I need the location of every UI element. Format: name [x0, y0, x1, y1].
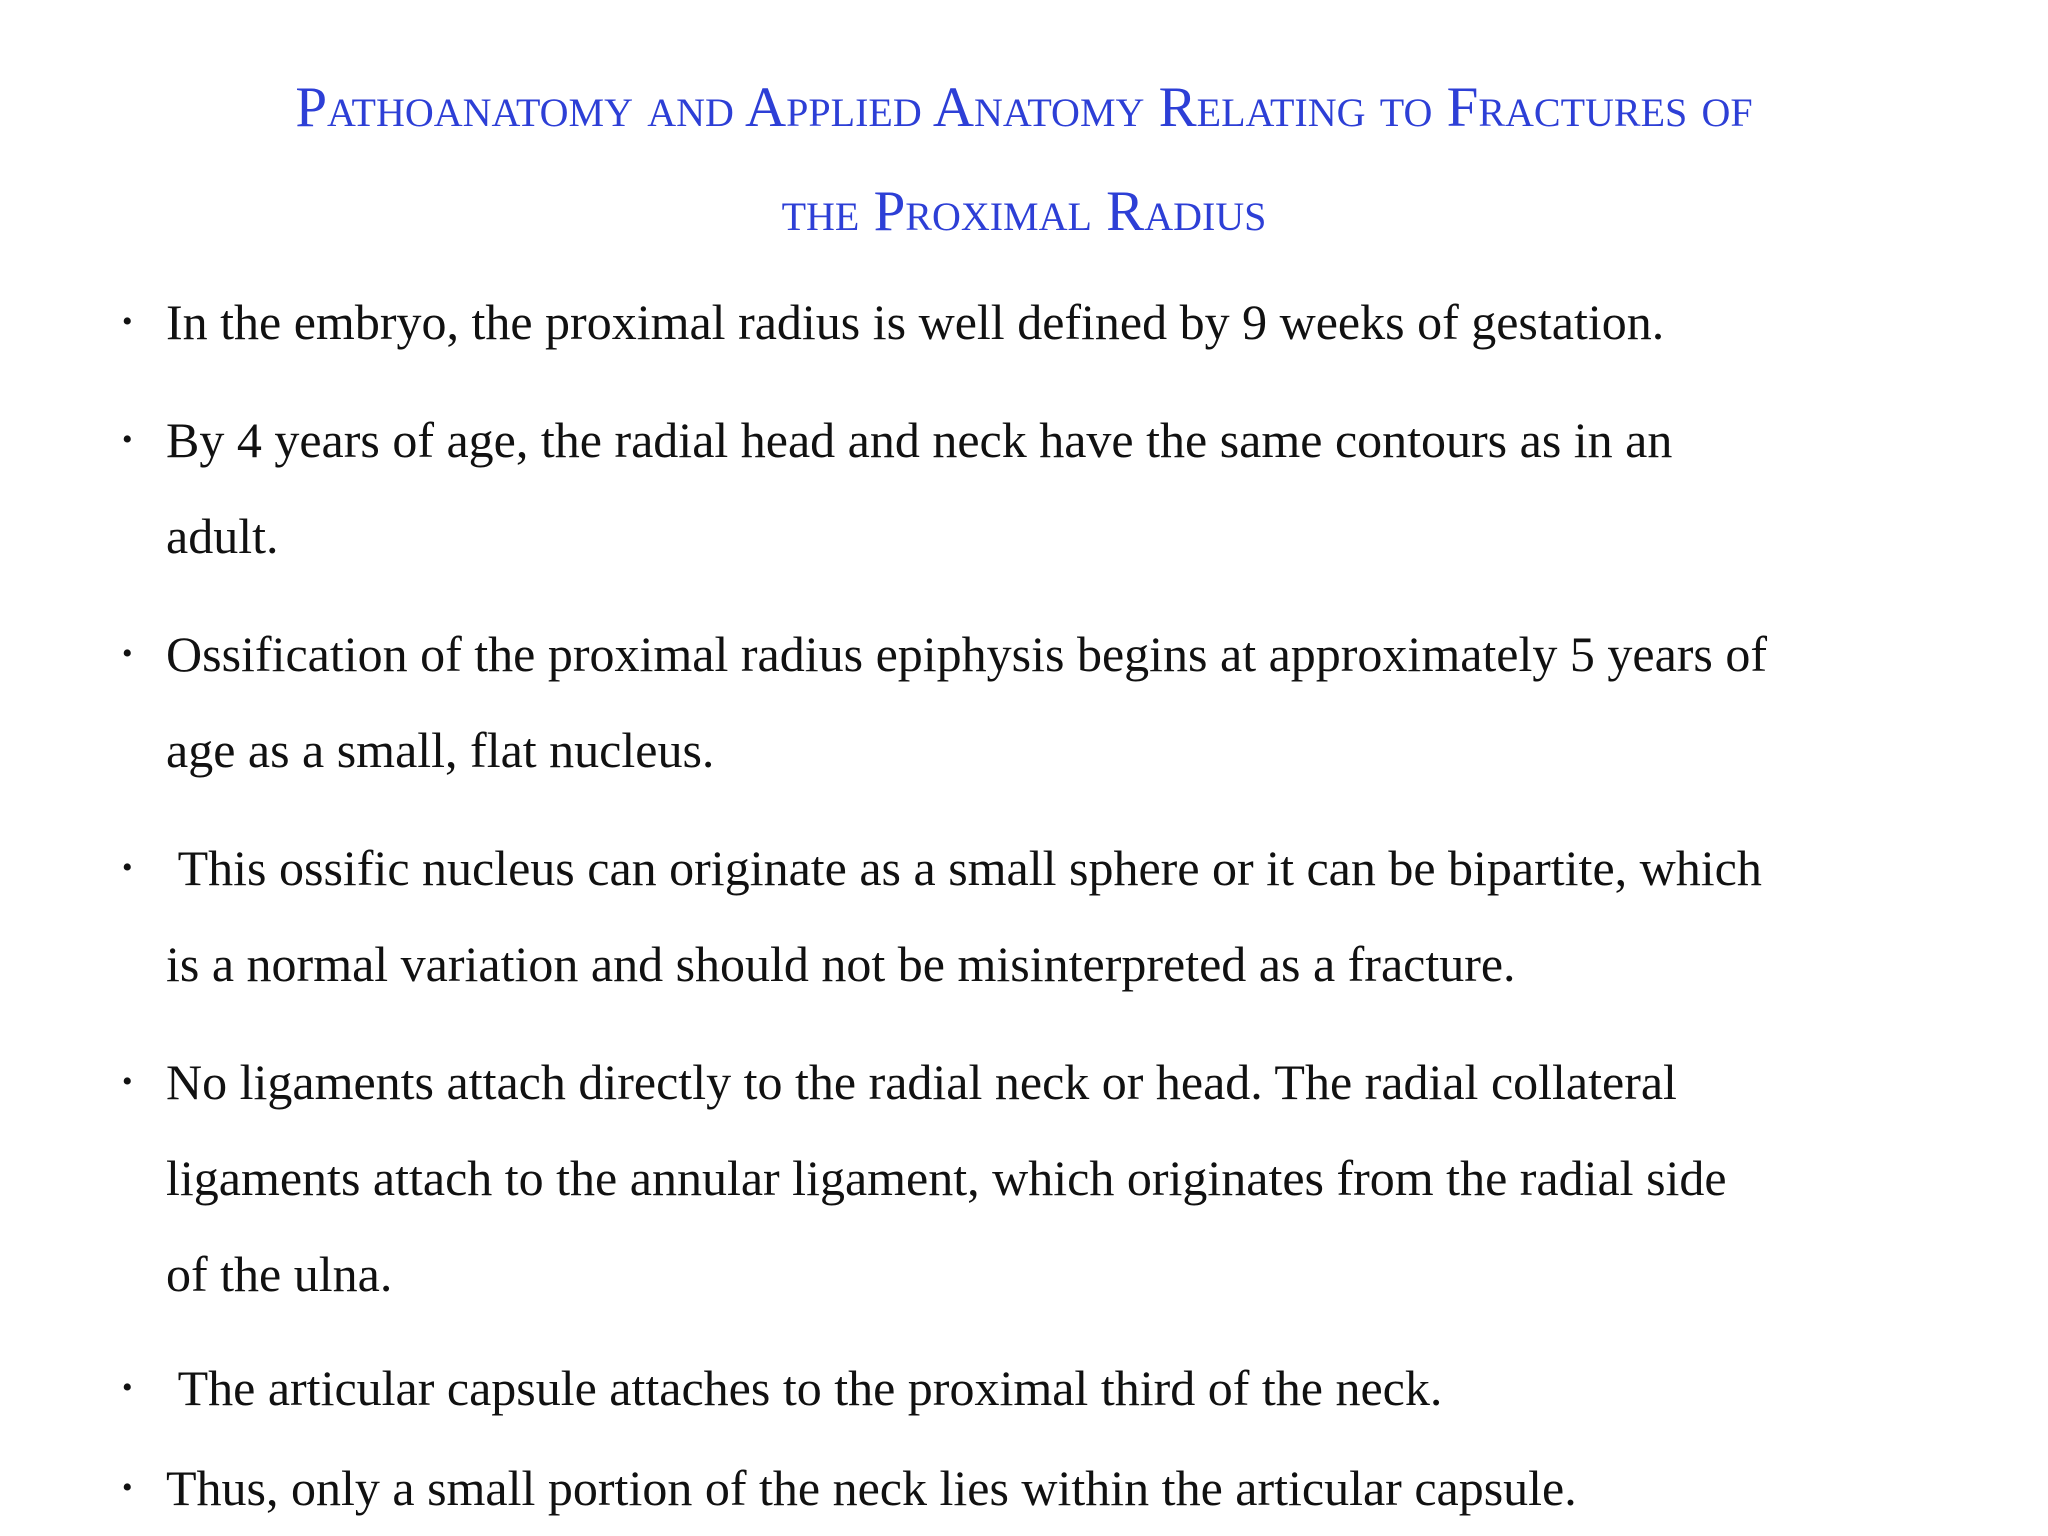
bullet-icon: • — [122, 851, 133, 884]
bullet-icon: • — [122, 305, 133, 338]
list-item-line: This ossific nucleus can originate as a small sphere or it can be bipartite, which — [166, 840, 1762, 896]
list-item-line: ligaments attach to the annular ligament, which originates from the radial side — [166, 1150, 1727, 1206]
bullet-icon: • — [122, 1371, 133, 1404]
title-line-1: Pathoanatomy and Applied Anatomy Relating to Fractures of — [295, 76, 1753, 139]
list-item-text — [166, 1340, 1946, 1436]
list-item-line: Ossification of the proximal radius epiphysis begins at approximately 5 years of — [166, 626, 1768, 682]
list-item-line: of the ulna. — [166, 1246, 393, 1302]
list-item-line: The articular capsule attaches to the proximal third of the neck. — [166, 1360, 1443, 1416]
list-item-text — [166, 606, 1946, 798]
list-item-text — [166, 1034, 1946, 1322]
bullet-icon: • — [122, 1471, 133, 1504]
list-item-line: is a normal variation and should not be misinterpreted as a fracture. — [166, 936, 1516, 992]
list-item-text — [166, 392, 1946, 584]
title-line-2: the Proximal Radius — [781, 180, 1267, 243]
list-item-line: In the embryo, the proximal radius is well defined by 9 weeks of gestation. — [166, 294, 1665, 350]
bullet-icon: • — [122, 637, 133, 670]
list-item-text — [166, 274, 1946, 370]
list-item-text — [166, 1440, 1946, 1536]
bullet-icon: • — [122, 423, 133, 456]
list-item-line: By 4 years of age, the radial head and neck have the same contours as in an — [166, 412, 1673, 468]
list-item-line: age as a small, flat nucleus. — [166, 722, 715, 778]
list-item-line: Thus, only a small portion of the neck lies within the articular capsule. — [166, 1460, 1577, 1516]
list-item-line: No ligaments attach directly to the radial neck or head. The radial collateral — [166, 1054, 1677, 1110]
list-item-line: adult. — [166, 508, 279, 564]
list-item-text — [166, 820, 1946, 1012]
bullet-icon: • — [122, 1065, 133, 1098]
